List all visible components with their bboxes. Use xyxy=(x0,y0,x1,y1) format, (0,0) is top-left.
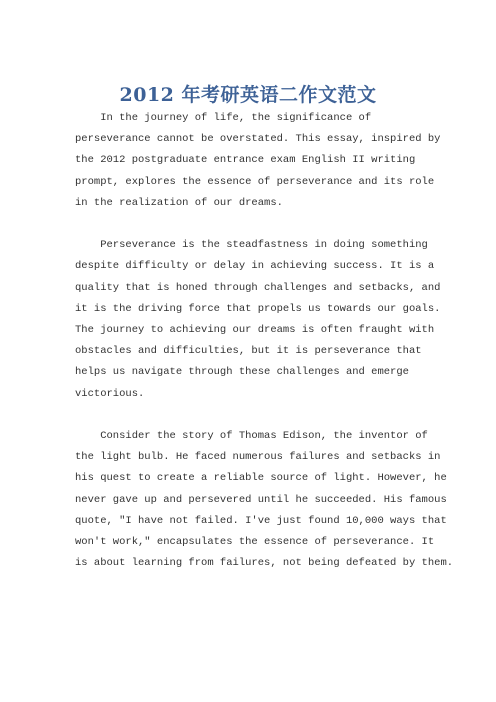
paragraph-line: the 2012 postgraduate entrance exam English II writing xyxy=(75,154,416,167)
paragraph-line: quote, "I have not failed. I've just found 10,000 ways that xyxy=(75,514,447,527)
paragraph-line: never gave up and persevered until he succeeded. His famous xyxy=(75,493,447,506)
document-title: 2012 年考研英语二作文范文 xyxy=(119,84,377,106)
paragraph-line: won't work," encapsulates the essence of perseverance. It xyxy=(75,536,435,549)
paragraph-line: In the journey of life, the significance of xyxy=(75,112,372,124)
document-body xyxy=(75,108,454,596)
paragraph-3 xyxy=(75,426,454,574)
paragraph-line: perseverance cannot be overstated. This essay, inspired by xyxy=(75,133,441,146)
paragraph-line: prompt, explores the essence of perseverance and its role xyxy=(75,175,435,188)
paragraph-line: helps us navigate through these challenges and emerge xyxy=(75,366,409,379)
paragraph-line: Consider the story of Thomas Edison, the inventor of xyxy=(75,430,428,443)
paragraph-line: obstacles and difficulties, but it is perseverance that xyxy=(75,345,422,358)
paragraph-line: quality that is honed through challenges and setbacks, and xyxy=(75,281,441,294)
paragraph-line: it is the driving force that propels us towards our goals. xyxy=(75,302,441,315)
paragraph-line: despite difficulty or delay in achieving success. It is a xyxy=(75,260,435,273)
paragraph-1 xyxy=(75,108,441,214)
paragraph-line: The journey to achieving our dreams is often fraught with xyxy=(75,324,435,337)
paragraph-line: his quest to create a reliable source of light. However, he xyxy=(75,472,447,485)
paragraph-line: Perseverance is the steadfastness in doing something xyxy=(75,239,428,252)
paragraph-line: the light bulb. He faced numerous failures and setbacks in xyxy=(75,451,441,464)
paragraph-2 xyxy=(75,235,441,405)
paragraph-line: in the realization of our dreams. xyxy=(75,196,283,209)
paragraph-line: victorious. xyxy=(75,387,145,400)
paragraph-line: is about learning from failures, not being defeated by them. xyxy=(75,557,454,570)
